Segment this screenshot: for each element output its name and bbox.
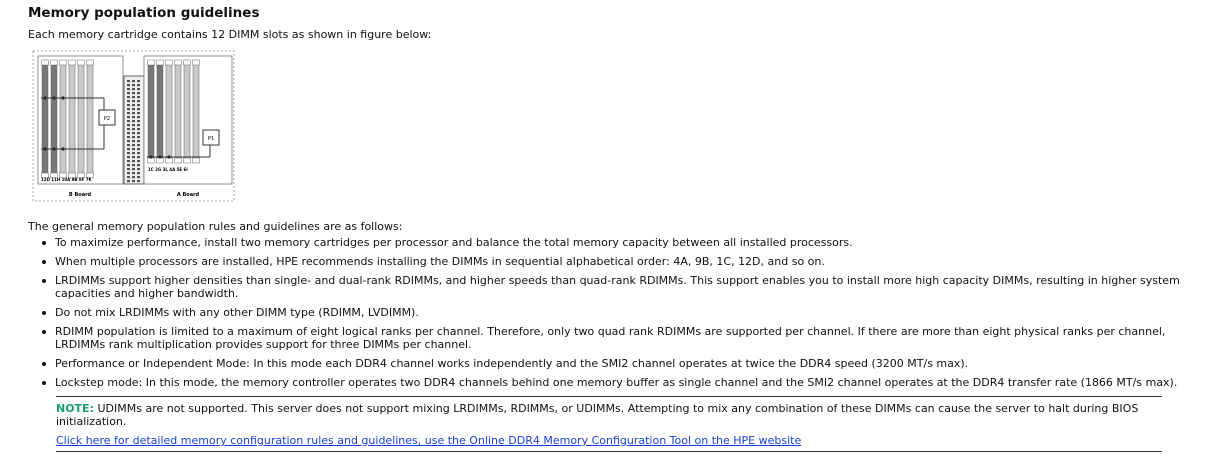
dimm-slot	[193, 64, 199, 160]
intro-text: Each memory cartridge contains 12 DIMM slots as shown in figure below:	[28, 28, 432, 41]
connector-pin	[132, 80, 135, 82]
connector-pin	[137, 124, 140, 126]
dimm-latch	[193, 60, 200, 65]
connector-pin	[127, 96, 130, 98]
connector-pin	[137, 156, 140, 158]
connector-pin	[132, 156, 135, 158]
connector-pin	[132, 168, 135, 170]
connector-pin	[137, 140, 140, 142]
connector-pin	[132, 120, 135, 122]
connector-pin	[132, 144, 135, 146]
dimm-latch	[51, 60, 58, 65]
dimm-latch	[184, 60, 191, 65]
connector-pin	[137, 160, 140, 162]
connector-pin	[127, 164, 130, 166]
rule-item: To maximize performance, install two memory cartridges per processor and balance the total memory capacity between all installed processors.	[28, 236, 1188, 249]
connector-pin	[132, 104, 135, 106]
connector-pin	[132, 96, 135, 98]
connector-pin	[137, 100, 140, 102]
connector-pin	[132, 180, 135, 182]
connector-pin	[127, 124, 130, 126]
dimm-latch	[78, 60, 85, 65]
rule-item: LRDIMMs support higher densities than single- and dual-rank RDIMMs, and higher speeds than quad-rank RDIMMs. This support enables you to install more high capacity DIMMs, resulting in higher system capacities and higher bandwidth.	[28, 274, 1188, 300]
dimm-slot	[87, 64, 93, 174]
dimm-slot	[42, 64, 48, 174]
dimm-slot	[184, 64, 190, 160]
note-label: NOTE:	[56, 402, 94, 415]
memory-cartridge-diagram	[32, 50, 235, 202]
dimm-latch	[60, 60, 67, 65]
dimm-latch	[184, 158, 191, 163]
connector-pin	[137, 148, 140, 150]
connector-pin	[127, 80, 130, 82]
connector-pin	[132, 128, 135, 130]
connector-pin	[137, 96, 140, 98]
connector-pin	[137, 112, 140, 114]
connector-pin	[137, 144, 140, 146]
connector-pin	[127, 108, 130, 110]
note-text: UDIMMs are not supported. This server does not support mixing LRDIMMs, RDIMMs, or UDIMMs. Attempting to mix any combination of these DIMMs can cause the server to halt during BIOS initialization.	[56, 402, 1139, 428]
dimm-latch	[175, 158, 182, 163]
b-board-label: B Board	[68, 192, 92, 198]
dimm-latch	[193, 158, 200, 163]
connector-pin	[127, 168, 130, 170]
note-paragraph	[56, 402, 1162, 428]
connector-pin	[132, 160, 135, 162]
dimm-latch	[157, 158, 164, 163]
page-title: Memory population guidelines	[28, 5, 260, 21]
connector-pin	[127, 176, 130, 178]
connector-pin	[137, 108, 140, 110]
connector-pin	[137, 84, 140, 86]
dimm-latch	[42, 60, 49, 65]
connector-pin	[137, 88, 140, 90]
connector-pin	[137, 152, 140, 154]
memory-config-tool-link[interactable]: Click here for detailed memory configuration rules and guidelines, use the Online DDR4 Memory Configuration Tool on the HPE website	[56, 434, 802, 447]
connector-pin	[137, 104, 140, 106]
connector-pin	[137, 80, 140, 82]
connector-pin	[127, 92, 130, 94]
connector-pin	[137, 168, 140, 170]
connector-pin	[132, 124, 135, 126]
rule-item: Performance or Independent Mode: In this mode each DDR4 channel works independently and the SMI2 channel operates at twice the DDR4 speed (3200 MT/s max).	[28, 357, 1188, 370]
rule-item: When multiple processors are installed, HPE recommends installing the DIMMs in sequential alphabetical order: 4A, 9B, 1C, 12D, and so on.	[28, 255, 1188, 268]
connector-pin	[132, 172, 135, 174]
connector-pin	[137, 116, 140, 118]
dimm-latch	[148, 60, 155, 65]
left-slot-labels: 12D 11H 10A 9B 8F 7K	[41, 177, 92, 182]
connector-pin	[132, 112, 135, 114]
connector-pin	[127, 144, 130, 146]
connector-pin	[137, 176, 140, 178]
dimm-slot	[148, 64, 154, 160]
processor-p1-label: P1	[207, 136, 215, 142]
connector-pin	[137, 128, 140, 130]
rules-intro: The general memory population rules and guidelines are as follows:	[28, 220, 403, 233]
connector-pin	[132, 176, 135, 178]
dimm-slot	[166, 64, 172, 160]
connector-pin	[132, 100, 135, 102]
connector-pin	[137, 120, 140, 122]
connector-pin	[137, 132, 140, 134]
connector-pin	[132, 108, 135, 110]
connector-pin	[127, 112, 130, 114]
connector-pin	[132, 132, 135, 134]
connector-pin	[132, 136, 135, 138]
connector-pin	[127, 160, 130, 162]
dimm-latch	[87, 60, 94, 65]
connector-pin	[127, 116, 130, 118]
rule-item: RDIMM population is limited to a maximum of eight logical ranks per channel. Therefore, only two quad rank RDIMMs are supported per channel. If there are more than eight physical ranks per channel, LRDIMMs rank multiplication provides support for three DIMMs per channel.	[28, 325, 1188, 351]
connector-pin	[132, 92, 135, 94]
connector-pin	[127, 172, 130, 174]
connector-pin	[127, 180, 130, 182]
connector-pin	[132, 164, 135, 166]
note-box	[56, 396, 1162, 452]
connector-pin	[137, 136, 140, 138]
connector-pin	[127, 84, 130, 86]
dimm-slot	[175, 64, 181, 160]
dimm-latch	[148, 158, 155, 163]
connector-pin	[127, 136, 130, 138]
connector-pin	[137, 180, 140, 182]
connector-pin	[132, 84, 135, 86]
rule-item: Lockstep mode: In this mode, the memory controller operates two DDR4 channels behind one memory buffer as single channel and the SMI2 channel operates at the DDR4 transfer rate (1866 MT/s max).	[28, 376, 1188, 389]
dimm-latch	[157, 60, 164, 65]
dimm-latch	[69, 60, 76, 65]
connector-pin	[132, 140, 135, 142]
connector-pin	[137, 172, 140, 174]
connector-pin	[127, 156, 130, 158]
connector-pin	[132, 88, 135, 90]
dimm-slot	[51, 64, 57, 174]
connector-pin	[132, 148, 135, 150]
connector-pin	[127, 88, 130, 90]
connector-pin	[127, 120, 130, 122]
connector-pin	[127, 104, 130, 106]
rules-list	[28, 236, 1188, 395]
connector-pin	[137, 164, 140, 166]
dimm-latch	[175, 60, 182, 65]
connector-pin	[137, 92, 140, 94]
right-slot-labels: 1C 2G 3L 4A 5E 6I	[148, 167, 188, 172]
dimm-latch	[166, 158, 173, 163]
dimm-latch	[166, 60, 173, 65]
connector-pin	[127, 128, 130, 130]
rule-item: Do not mix LRDIMMs with any other DIMM type (RDIMM, LVDIMM).	[28, 306, 1188, 319]
connector-pin	[127, 140, 130, 142]
connector-pin	[132, 152, 135, 154]
connector-pin	[132, 116, 135, 118]
connector-pin	[127, 100, 130, 102]
connector-pin	[127, 132, 130, 134]
connector-pin	[127, 152, 130, 154]
dimm-slot	[78, 64, 84, 174]
a-board-label: A Board	[176, 192, 200, 198]
dimm-slot	[69, 64, 75, 174]
dimm-slot	[60, 64, 66, 174]
dimm-slot	[157, 64, 163, 160]
processor-p2-label: P2	[103, 116, 111, 122]
connector-pin	[127, 148, 130, 150]
